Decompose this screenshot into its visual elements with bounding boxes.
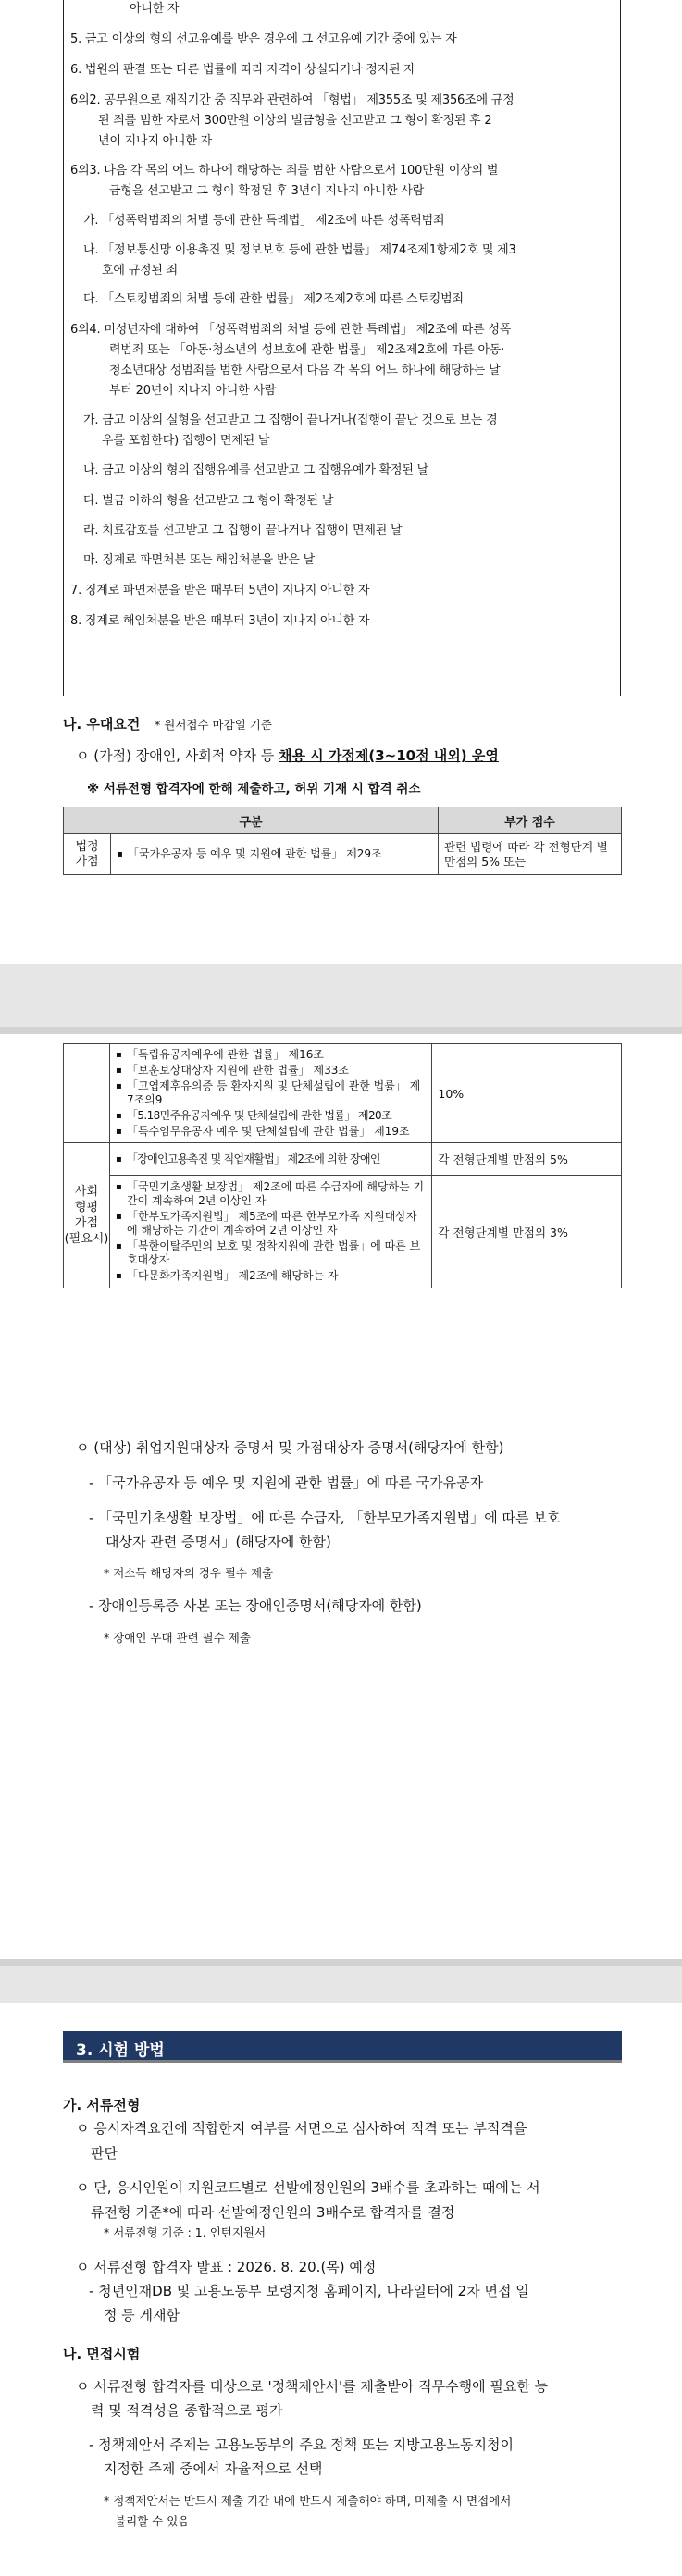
exam-para: - 청년인재DB 및 고용노동부 보령지청 홈페이지, 나라일터에 2차 면접 일: [89, 2283, 529, 2299]
docs-item: - 「국민기초생활 보장법」에 따른 수급자, 「한부모가족지원법」에 따른 보호: [89, 1510, 561, 1526]
docs-item: - 장애인등록증 사본 또는 장애인증명서(해당자에 한함): [89, 1597, 422, 1614]
social-points: 각 전형단계별 만점의 3%: [432, 1176, 622, 1288]
col-points-header: 부가 점수: [439, 807, 622, 834]
legal-bonus-label: 법정 가점: [64, 834, 111, 875]
social-item: ▪ 「다문화가족지원법」 제2조에 해당하는 자: [116, 1269, 426, 1283]
crime-line: 년이 지나지 아니한 자: [98, 134, 213, 148]
crime-line: 6의3. 다음 각 목의 어느 하나에 해당하는 죄를 범한 사람으로서 100만원 이상의 벌: [70, 164, 499, 178]
preference-heading: 나. 우대요건 * 원서접수 마감일 기준: [63, 716, 272, 733]
crime-line: 마. 징계로 파면처분 또는 해임처분을 받은 날: [83, 553, 315, 567]
crime-line: 된 죄를 범한 자로서 300만원 이상의 벌금형을 선고받고 그 형이 확정된 후 2: [98, 114, 492, 128]
crime-line: 우를 포함한다) 집행이 면제된 날: [102, 434, 270, 448]
crime-line: 7. 징계로 파면처분을 받은 때부터 5년이 지나지 아니한 자: [70, 584, 370, 598]
bonus-points-bullet: ㅇ (가점) 장애인, 사회적 약자 등 채용 시 가점제(3~10점 내외) 운영: [76, 747, 499, 764]
docs-note: * 저소득 해당자의 경우 필수 제출: [104, 1566, 274, 1580]
exam-para: - 정책제안서 주제는 고용노동부의 주요 정책 또는 지방고용노동지청이: [89, 2436, 515, 2453]
crime-line: 8. 징계로 해임처분을 받은 때부터 3년이 지나지 아니한 자: [70, 614, 370, 628]
doc-screening-heading: 가. 서류전형: [63, 2097, 141, 2114]
exam-note: * 정책제안서는 반드시 제출 기간 내에 반드시 제출해야 하며, 미제출 시 면접에서: [104, 2494, 512, 2508]
crime-line: 나. 금고 이상의 형의 집행유예를 선고받고 그 집행유예가 확정된 날: [83, 463, 428, 477]
legal-item: ▪ 「독립유공자예우에 관한 법률」 제16조: [116, 1048, 426, 1062]
legal-label-continued: [64, 1044, 110, 1143]
page-gap: [0, 964, 682, 1034]
crime-line: 력범죄 또는 「아동·청소년의 성보호에 관한 법률」 제2조제2호에 따른 아동·: [109, 343, 505, 357]
crime-line: 아니한 자: [130, 2, 180, 16]
docs-target: ㅇ (대상) 취업지원대상자 증명서 및 가점대상자 증명서(해당자에 한함): [76, 1439, 504, 1456]
social-item: ▪ 「북한이탈주민의 보호 및 정착지원에 관한 법률」에 따른 보호대상자: [116, 1239, 426, 1267]
exam-para: 력 및 적격성을 종합적으로 평가: [91, 2402, 283, 2419]
crime-line: 라. 치료감호를 선고받고 그 집행이 끝나거나 집행이 면제된 날: [83, 524, 403, 537]
col-category-header: 구분: [64, 807, 439, 834]
exam-para: ㅇ 응시자격요건에 적합한지 여부를 서면으로 심사하여 적격 또는 부적격을: [76, 2120, 527, 2137]
crime-line: 금형을 선고받고 그 형이 확정된 후 3년이 지나지 아니한 사람: [109, 184, 425, 198]
legal-item: ▪ 「5.18민주유공자예우 및 단체설립에 관한 법률」 제20조: [116, 1109, 426, 1123]
crime-line: 6. 법원의 판결 또는 다른 법률에 따라 자격이 상실되거나 정지된 자: [70, 63, 415, 77]
crime-line: 가. 금고 이상의 실형을 선고받고 그 집행이 끝나거나(집행이 끝난 것으로 보는 경: [83, 413, 498, 427]
exam-para: ㅇ 단, 응시인원이 지원코드별로 선발예정인원의 3배수를 초과하는 때에는 서: [76, 2179, 540, 2196]
crime-line: 다. 벌금 이하의 형을 선고받고 그 형이 확정된 날: [83, 494, 334, 508]
crime-line: 가. 「성폭력범죄의 처벌 등에 관한 특례법」 제2조에 따른 성폭력범죄: [83, 214, 445, 228]
exam-note: 불리할 수 있음: [115, 2514, 190, 2528]
page-gap: [0, 1959, 682, 2003]
docs-note: * 장애인 우대 관련 필수 제출: [104, 1631, 251, 1645]
page-1: [0, 0, 682, 964]
submission-warning: ※ 서류전형 합격자에 한해 제출하고, 허위 기재 시 합격 취소: [87, 782, 421, 796]
docs-item: - 「국가유공자 등 예우 및 지원에 관한 법률」에 따른 국가유공자: [89, 1474, 484, 1491]
exam-para: 류전형 기준*에 따라 선발예정인원의 3배수로 합격자를 결정: [91, 2204, 455, 2221]
crime-line: 5. 금고 이상의 형의 선고유예를 받은 경우에 그 선고유예 기간 중에 있는 자: [70, 32, 457, 46]
social-item: ▪ 「국민기초생활 보장법」 제2조에 따른 수급자에 해당하는 기간이 계속하여 2년 이상인 자: [116, 1180, 426, 1208]
exam-note: * 서류전형 기준 : 1. 인턴지원서: [104, 2225, 267, 2239]
disability-item: ▪ 「장애인고용촉진 및 직업재활법」 제2조에 의한 장애인: [116, 1152, 426, 1166]
legal-item: ▪ 「보훈보상대상자 지원에 관한 법률」 제33조: [116, 1064, 426, 1078]
crime-line: 호에 규정된 죄: [102, 264, 179, 277]
exam-para: ㅇ 서류전형 합격자 발표 : 2026. 8. 20.(목) 예정: [76, 2259, 377, 2275]
legal-item: ▪ 「특수임무유공자 예우 및 단체설립에 관한 법률」 제19조: [116, 1125, 426, 1139]
crime-line: 6의2. 공무원으로 재직기간 중 직무와 관련하여 「형법」 제355조 및 제356조에 규정: [70, 93, 515, 107]
crime-line: 6의4. 미성년자에 대하여 「성폭력범죄의 처벌 등에 관한 특례법」 제2조에 따른 성폭: [70, 323, 512, 337]
exam-para: 판단: [91, 2145, 118, 2162]
preference-table-cont: [63, 1043, 622, 1288]
preference-table-top: [63, 807, 622, 875]
bonus-points-emphasis: 채용 시 가점제(3~10점 내외) 운영: [278, 747, 499, 764]
crime-line: 청소년대상 성범죄를 범한 사람으로서 다음 각 목의 어느 하나에 해당하는 날: [109, 364, 501, 377]
docs-item: 대상자 관련 증명서」(해당자에 한함): [105, 1534, 331, 1550]
exam-para: 정 등 게재함: [104, 2307, 180, 2323]
crime-line: 다. 「스토킹범죄의 처벌 등에 관한 법률」 제2조제2호에 따른 스토킹범죄: [83, 292, 464, 306]
exam-para: 지정한 주제 중에서 자율적으로 선택: [104, 2460, 323, 2477]
social-bonus-label: 사회 형평 가점 (필요시): [64, 1143, 110, 1288]
disability-points: 각 전형단계별 만점의 5%: [432, 1143, 622, 1176]
section-title-bar: [63, 2031, 622, 2063]
crime-line: 부터 20년이 지나지 아니한 사람: [109, 384, 277, 398]
section-title: 3. 시험 방법: [76, 2041, 165, 2060]
legal-item: ▪ 「고엽제후유의증 등 환자지원 및 단체설립에 관한 법률」 제7조의9: [116, 1079, 426, 1107]
page-2: [0, 1034, 682, 1959]
legal-item: ▪ 「국가유공자 등 예우 및 지원에 관한 법률」 제29조: [117, 847, 432, 861]
crime-line: 나. 「정보통신망 이용촉진 및 정보보호 등에 관한 법률」 제74조제1항제2호 및 제3: [83, 243, 516, 257]
legal-points-note: 관련 법령에 따라 각 전형단계 별 만점의 5% 또는: [439, 834, 622, 875]
preference-heading-note: * 원서접수 마감일 기준: [155, 718, 272, 732]
social-item: ▪ 「한부모가족지원법」 제5조에 따른 한부모가족 지원대상자에 해당하는 기간이 계속하여 2년 이상인 자: [116, 1210, 426, 1238]
interview-heading: 나. 면접시험: [63, 2346, 141, 2362]
legal-points: 10%: [432, 1044, 622, 1143]
exam-para: ㅇ 서류전형 합격자를 대상으로 '정책제안서'를 제출받아 직무수행에 필요한 능: [76, 2378, 549, 2395]
